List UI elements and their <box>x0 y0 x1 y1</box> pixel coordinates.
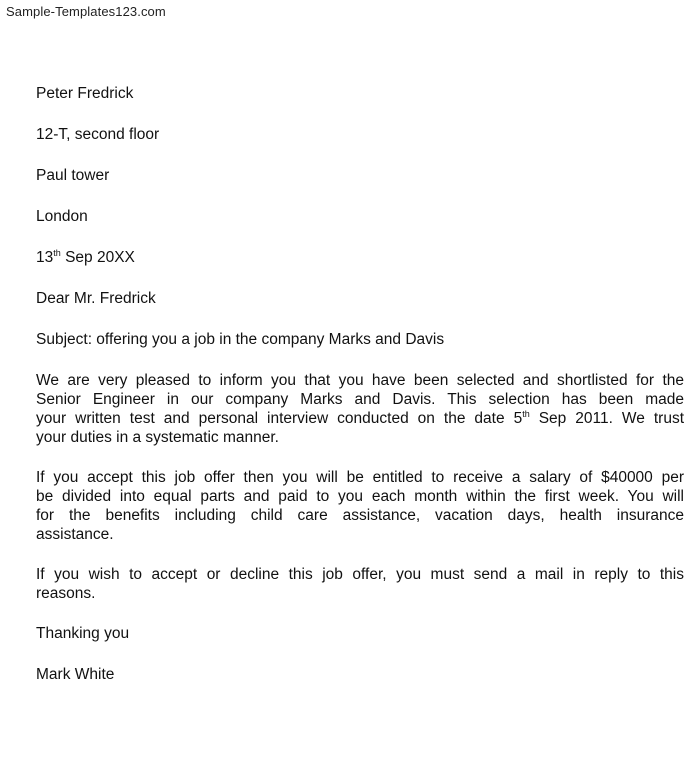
signature: Mark White <box>36 666 115 683</box>
sender-city: London <box>36 208 88 225</box>
paragraph-3 <box>36 565 684 603</box>
letter-date <box>36 248 684 267</box>
paragraph-1-line-2: Senior Engineer in our company Marks and Davis. This selection has been made <box>36 391 684 408</box>
paragraph-3-line-2: reasons. <box>36 585 96 602</box>
date-suffix: th <box>53 247 61 258</box>
paragraph-2-line-2: be divided into equal parts and paid to you each month within the first week. You will <box>36 488 684 505</box>
paragraph-2-line-1: If you accept this job offer then you will be entitled to receive a salary of $40000 per <box>36 469 684 486</box>
watermark-text: Sample-Templates123.com <box>6 4 166 19</box>
paragraph-1-line-3b: Sep 2011. We trust <box>529 410 684 427</box>
paragraph-1-line-3 <box>36 409 684 428</box>
paragraph-1-line-3a: your written test and personal interview conducted on the date 5 <box>36 410 523 427</box>
salutation: Dear Mr. Fredrick <box>36 290 156 307</box>
date-day: 13 <box>36 249 54 266</box>
paragraph-2-line-4: assistance. <box>36 526 114 543</box>
date-rest: Sep 20XX <box>60 249 135 266</box>
sender-name: Peter Fredrick <box>36 85 134 102</box>
paragraph-1-line-3-sup: th <box>522 409 530 419</box>
paragraph-2-line-3: for the benefits including child care assistance, vacation days, health insurance <box>36 507 684 524</box>
paragraph-3-line-1: If you wish to accept or decline this job offer, you must send a mail in reply to this <box>36 566 684 583</box>
paragraph-2 <box>36 468 684 544</box>
paragraph-1 <box>36 371 684 447</box>
letter-body <box>36 84 684 684</box>
subject-line: Subject: offering you a job in the company Marks and Davis <box>36 331 445 348</box>
sender-address-line1: 12-T, second floor <box>36 126 160 143</box>
closing: Thanking you <box>36 625 130 642</box>
sender-address-line2: Paul tower <box>36 167 110 184</box>
paragraph-1-line-4: your duties in a systematic manner. <box>36 429 279 446</box>
paragraph-1-line-1: We are very pleased to inform you that you have been selected and shortlisted for the <box>36 372 684 389</box>
